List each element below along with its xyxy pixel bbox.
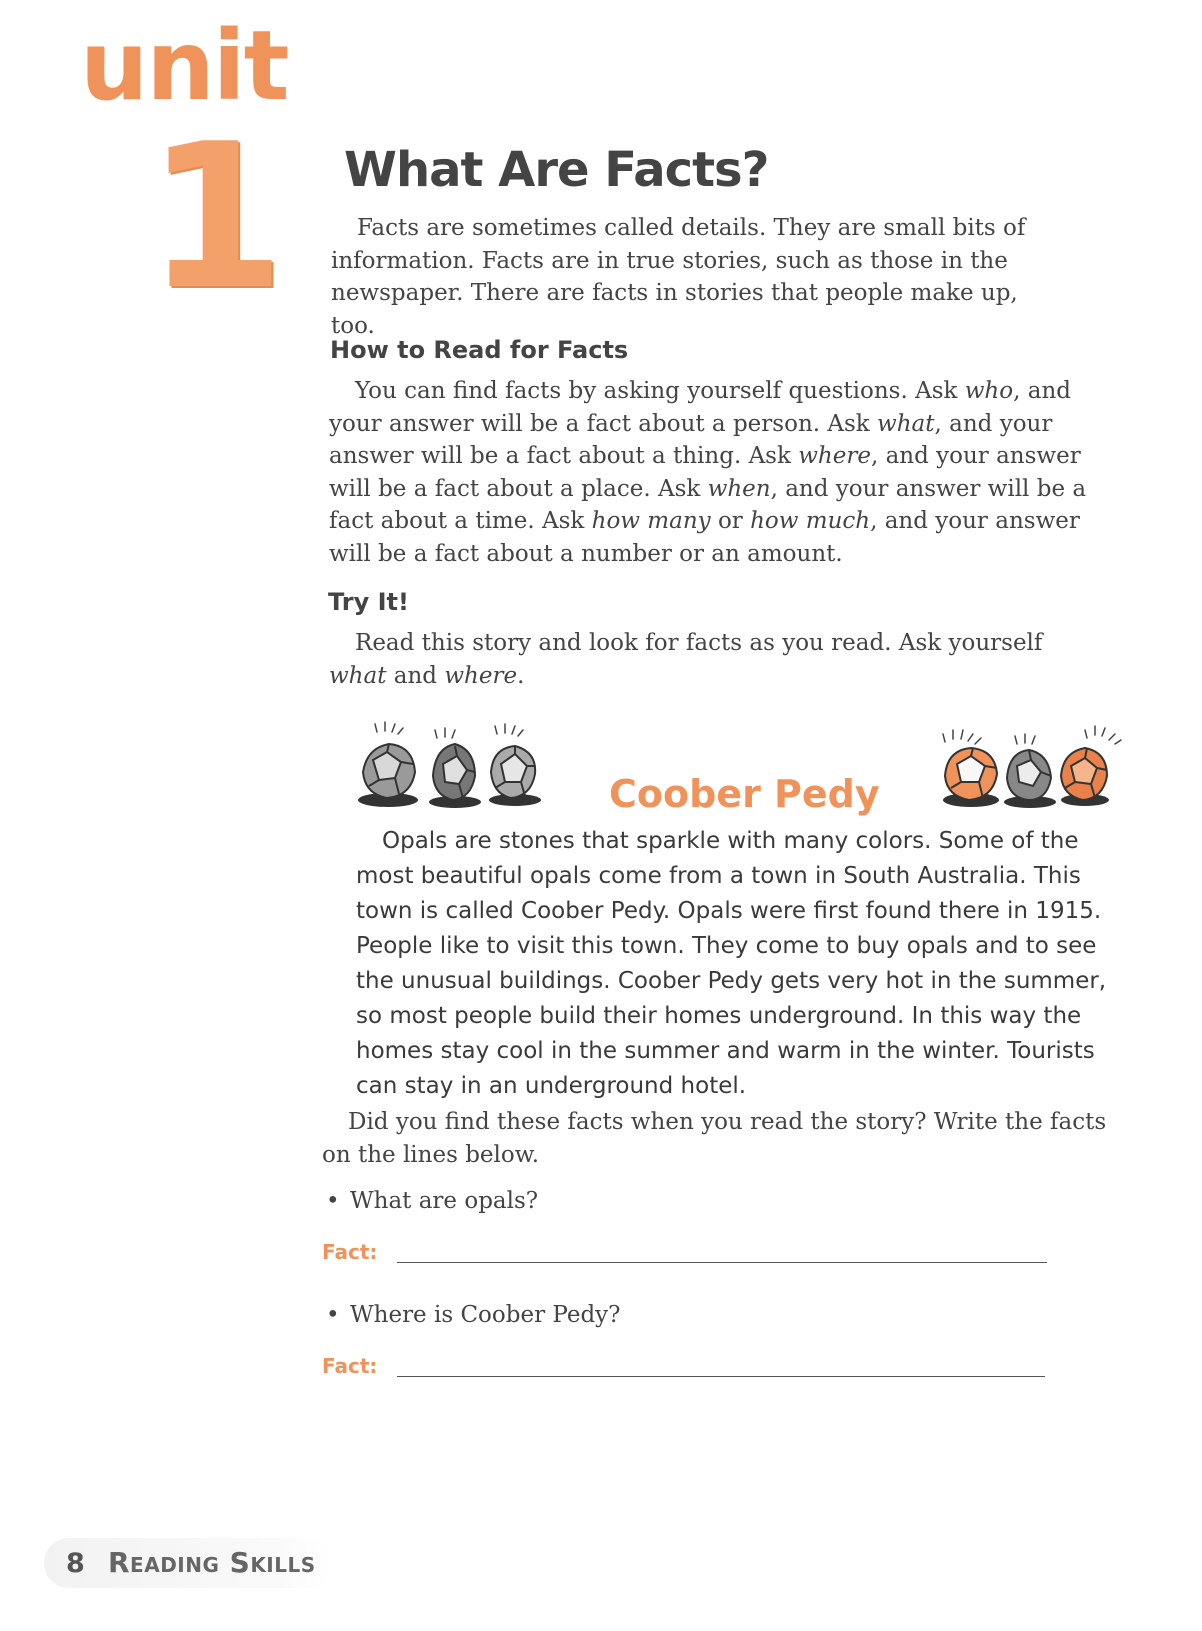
exercise-prompt: Did you find these facts when you read the story? Write the facts on the lines below. xyxy=(322,1109,1107,1168)
opals-illustration-left xyxy=(355,720,575,812)
how-to-heading: How to Read for Facts xyxy=(330,336,629,364)
unit-number: 1 xyxy=(146,101,286,334)
answer-line-1[interactable] xyxy=(397,1262,1047,1263)
intro-paragraph: Facts are sometimes called details. They are small bits of information. Facts are in true stories, such as those in the newspaper. There are facts in stories that people make up, too. xyxy=(331,215,1026,339)
page-title: What Are Facts? xyxy=(344,142,769,198)
question-2: • Where is Coober Pedy? xyxy=(326,1302,621,1328)
section-name: Reading Skills xyxy=(108,1546,316,1579)
try-it-paragraph: Read this story and look for facts as you read. Ask yourself what and where. xyxy=(329,630,1043,689)
opals-illustration-right xyxy=(935,720,1165,812)
answer-line-2[interactable] xyxy=(397,1376,1045,1377)
story-title: Coober Pedy xyxy=(609,772,880,816)
how-to-paragraph: You can find facts by asking yourself questions. Ask who, and your answer will be a fact about a person. Ask what, and your answer will be a fact about a thing. Ask where, and your answer will be a fact about a place. Ask when, and your answer will be a fact about a time. Ask how many or how much, and your answer will be a fact about a number or an amount. xyxy=(329,378,1087,567)
fact-label-2: Fact: xyxy=(322,1354,378,1378)
bullet-icon: • xyxy=(326,1188,340,1214)
bullet-icon: • xyxy=(326,1302,340,1328)
fact-label-1: Fact: xyxy=(322,1240,378,1264)
page-number: 8 xyxy=(66,1548,85,1579)
try-it-heading: Try It! xyxy=(328,588,409,616)
story-paragraph: Opals are stones that sparkle with many colors. Some of the most beautiful opals come from a town in South Australia. This town is called Coober Pedy. Opals were first found there in 1915. People like to visit this town. They come to buy opals and to see the unusual buildings. Coober Pedy gets very hot in the summer, so most people build their homes underground. In this way the homes stay cool in the summer and warm in the winter. Tourists can stay in an underground hotel. xyxy=(356,828,1107,1099)
unit-label: unit xyxy=(80,10,288,122)
question-1: • What are opals? xyxy=(326,1188,539,1214)
